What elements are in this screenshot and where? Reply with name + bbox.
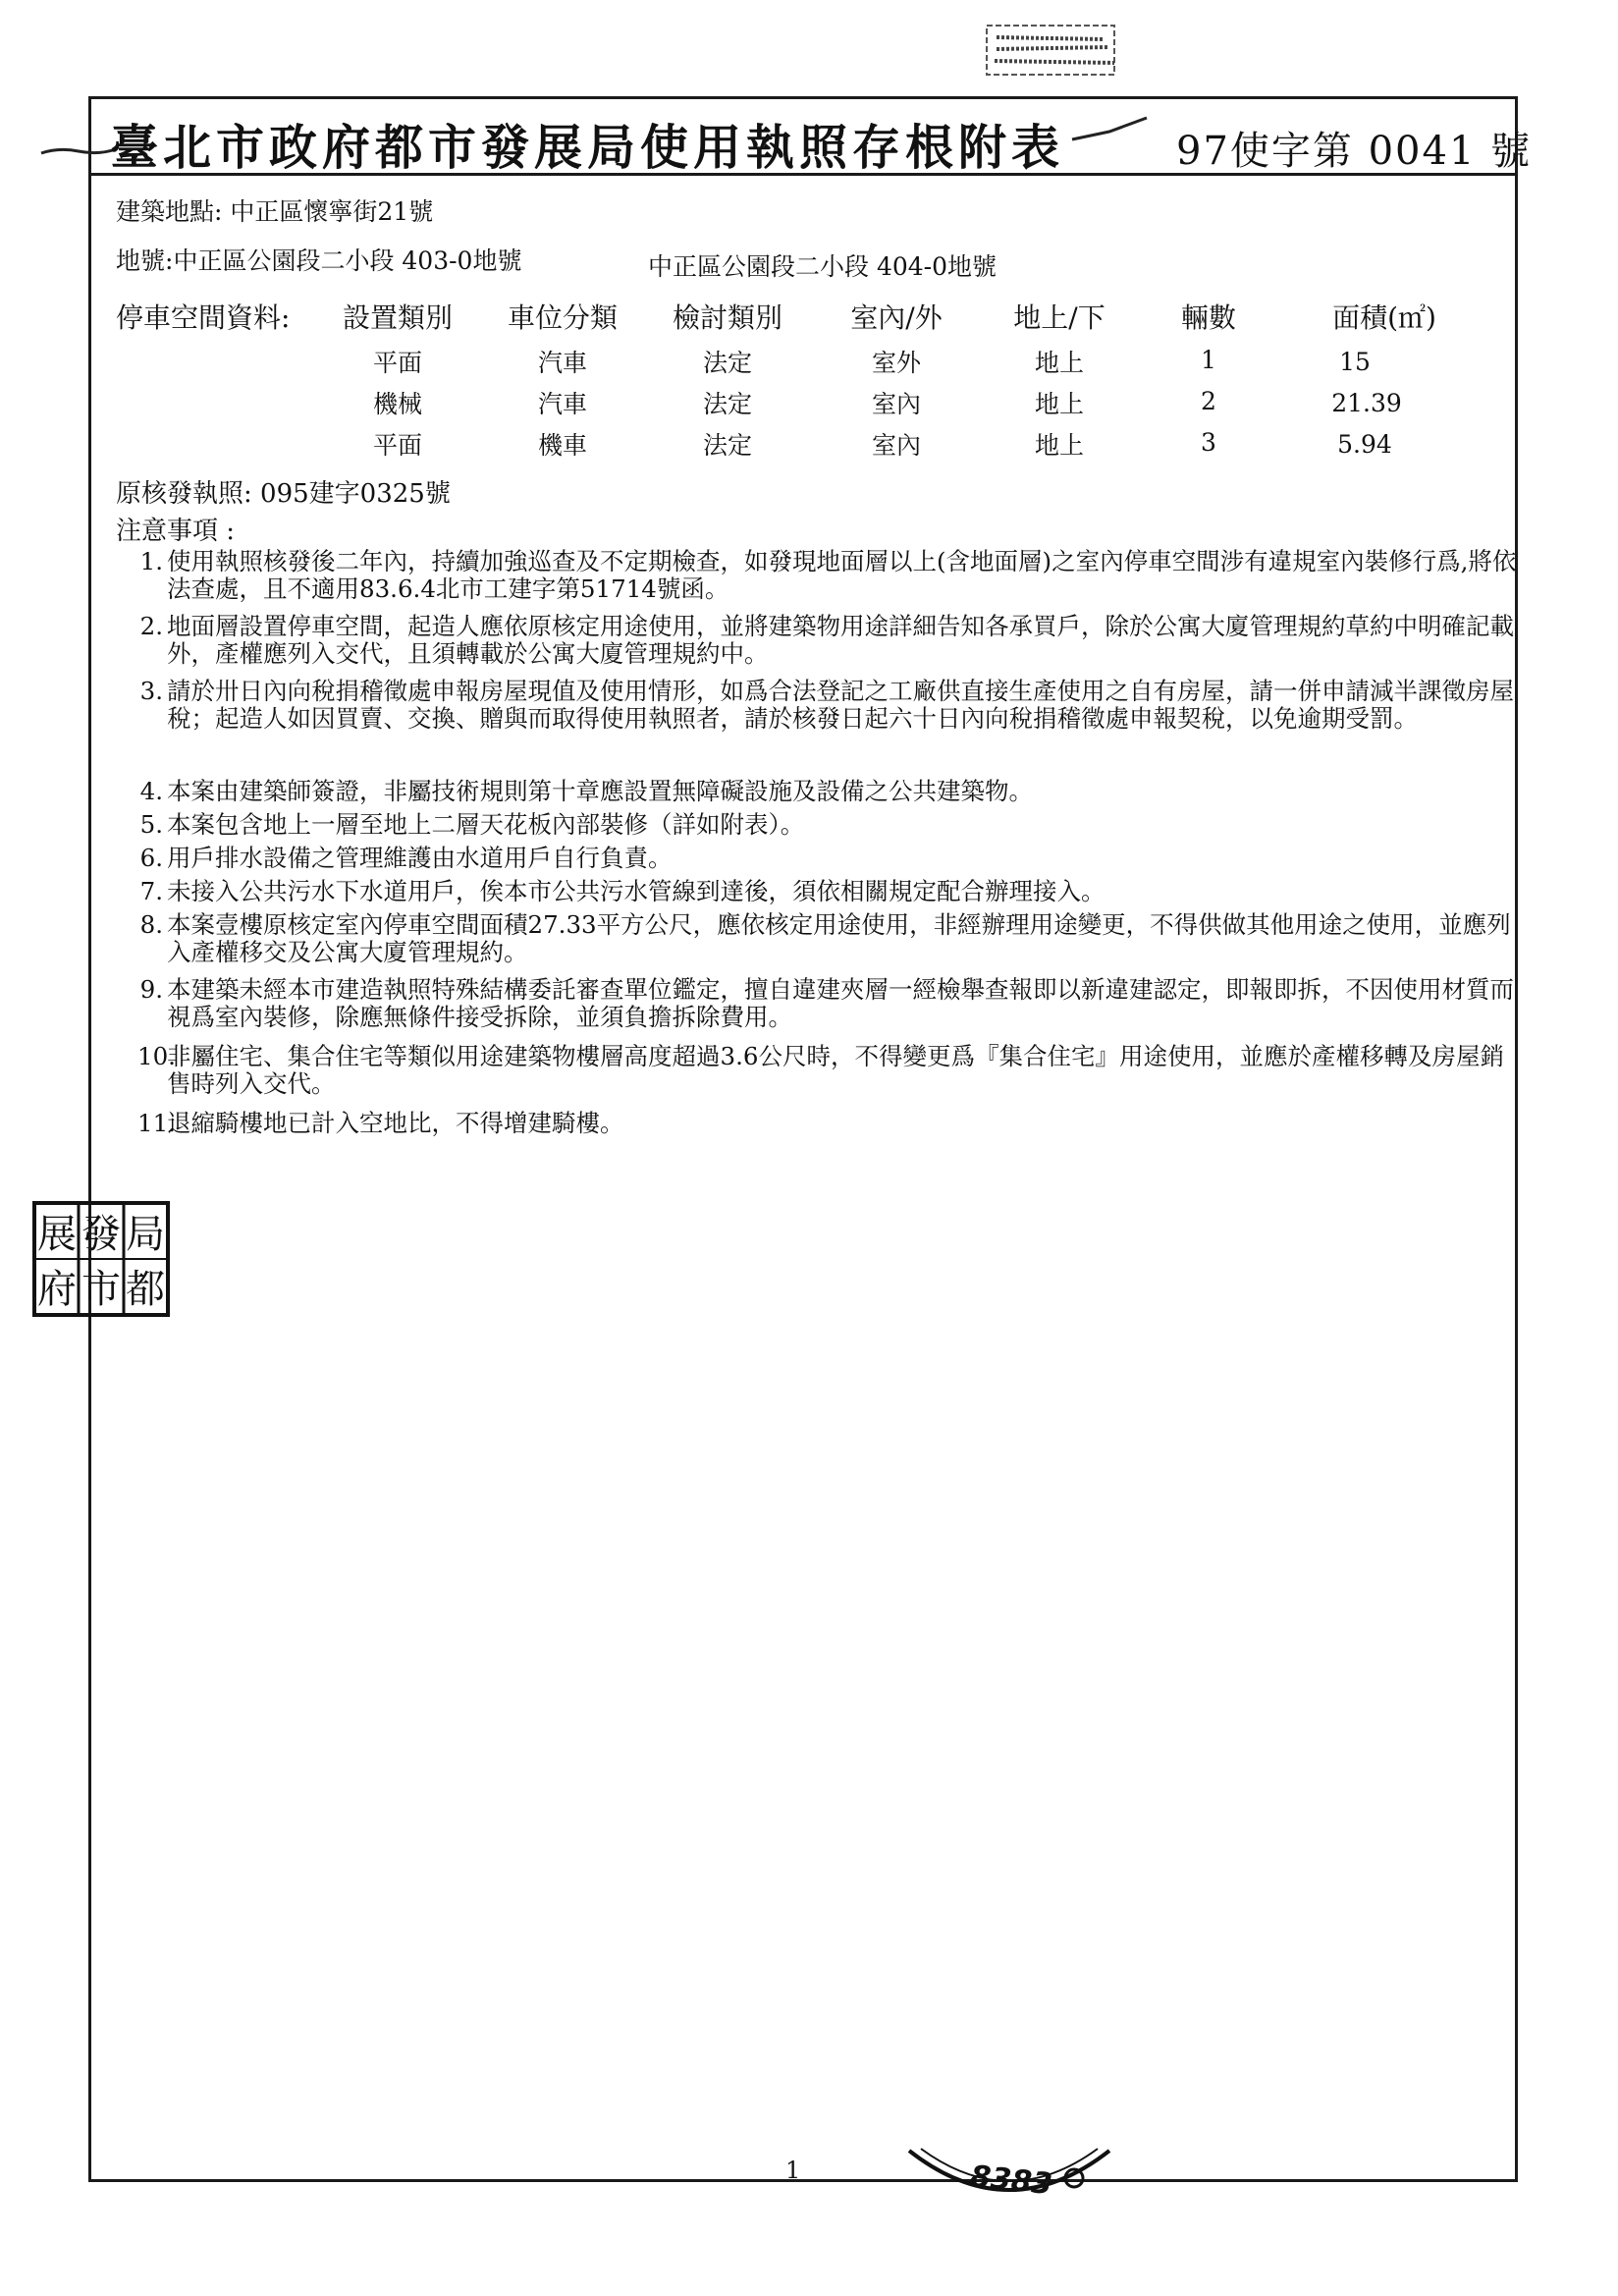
permit-number: 97使字第 0041 號 [1176,129,1533,174]
note-item [137,845,1522,872]
note-text: 用戶排水設備之管理維護由水道用戶自行負責。 [167,844,673,872]
note-item [137,1043,1522,1098]
original-permit-label: 原核發執照: [116,479,252,509]
table-cell: 15 [1339,348,1371,376]
table-cell: 2 [1201,387,1216,415]
note-item [137,613,1522,668]
note-number: 3. [139,677,163,705]
lot-row [116,242,521,277]
note-item [137,811,1522,839]
note-item [137,911,1522,966]
col-header-indoor: 室內/外 [850,301,943,334]
note-number: 2. [139,612,163,640]
note-number: 9. [139,975,163,1004]
table-cell: 汽車 [537,390,587,418]
official-seal-stamp [31,1200,171,1318]
col-header-review: 檢討類別 [672,301,782,334]
note-text: 請於卅日內向稅捐稽徵處申報房屋現值及使用情形，如爲合法登記之工廠供直接生產使用之自有房屋，請一併申請減半課徵房屋稅；起造人如因買賣、交換、贈與而取得使用執照者，請於核發日起六十日內向稅捐稽徵處申報契稅，以免逾期受罰。 [167,677,1514,733]
margin-scribble [39,137,118,167]
note-text: 本案由建築師簽證，非屬技術規則第十章應設置無障礙設施及設備之公共建築物。 [167,777,1033,805]
table-cell: 21.39 [1331,389,1402,417]
seal-glyph: 都 [126,1267,165,1312]
note-number: 11. [137,1109,176,1137]
serial-number-seal [901,2131,1117,2210]
note-number: 1. [139,547,163,575]
col-header-type: 設置類別 [342,301,453,334]
table-cell: 平面 [372,431,422,460]
note-number: 6. [139,844,163,872]
table-cell: 5.94 [1337,430,1392,459]
table-cell: 法定 [702,390,752,418]
col-header-vehicle: 車位分類 [507,301,618,334]
note-number: 10. [137,1042,176,1070]
note-text: 使用執照核發後二年內，持續加強巡查及不定期檢查，如發現地面層以上(含地面層)之室內停車空間涉有違規室內裝修行爲,將依法查處，且不適用83.6.4北市工建字第51714號函。 [167,547,1517,603]
location-row [116,192,433,228]
note-item [137,1110,1522,1137]
note-item [137,548,1522,603]
col-header-count: 輛數 [1180,301,1236,334]
table-cell: 汽車 [537,349,587,377]
note-item [137,976,1522,1031]
note-number: 7. [139,877,163,905]
col-header-level: 地上/下 [1013,301,1106,334]
note-number: 5. [139,810,163,839]
title-scribble [1070,110,1149,149]
location-label: 建築地點: [116,197,223,226]
seal-glyph: 展 [37,1212,77,1257]
note-text: 退縮騎樓地已計入空地比，不得增建騎樓。 [167,1109,624,1137]
note-text: 非屬住宅、集合住宅等類似用途建築物樓層高度超過3.6公尺時，不得變更爲『集合住宅』用途使用，並應於產權移轉及房屋銷售時列入交代。 [167,1042,1504,1098]
seal-glyph: 市 [81,1267,121,1312]
note-text: 未接入公共污水下水道用戶，俟本市公共污水管線到達後，須依相關規定配合辦理接入。 [167,877,1106,905]
table-cell: 機械 [372,390,422,418]
original-permit-value: 095建字0325號 [260,479,451,509]
table-cell: 室內 [871,431,921,460]
lot-value-2: 中正區公園段二小段 404-0地號 [648,252,998,281]
note-text: 本案壹樓原核定室內停車空間面積27.33平方公尺，應依核定用途使用，非經辦理用途變更，不得供做其他用途之使用，並應列入產權移交及公寓大廈管理規約。 [167,910,1511,966]
table-cell: 室外 [871,349,921,377]
note-text: 本案包含地上一層至地上二層天花板內部裝修（詳如附表）。 [167,810,805,839]
table-cell: 1 [1201,346,1216,374]
note-item [137,778,1522,805]
note-text: 本建築未經本市建造執照特殊結構委託審查單位鑑定，擅自違建夾層一經檢舉查報即以新違建認定，即報即拆，不因使用材質而視爲室內裝修，除應無條件接受拆除，並須負擔拆除費用。 [167,975,1514,1031]
note-text: 地面層設置停車空間，起造人應依原核定用途使用，並將建築物用途詳細告知各承買戶，除於公寓大廈管理規約草約中明確記載外，產權應列入交代，且須轉載於公寓大廈管理規約中。 [167,612,1514,668]
table-cell: 室內 [871,390,921,418]
top-stamp-smudge [967,18,1144,86]
note-number: 8. [139,910,163,939]
note-number: 4. [139,777,163,805]
seal-glyph: 發 [81,1212,121,1257]
table-cell: 法定 [702,431,752,460]
note-item [137,878,1522,905]
table-cell: 3 [1201,428,1216,457]
original-permit-row [116,473,451,510]
notes-heading: 注意事項 : [116,517,236,546]
seal-glyph: 局 [126,1212,165,1257]
document-frame [88,96,1518,2182]
note-item [137,678,1522,733]
table-cell: 地上 [1034,349,1084,377]
document-title: 臺北市政府都市發展局使用執照存根附表 [110,119,1065,176]
table-cell: 機車 [537,431,587,460]
table-cell: 地上 [1034,390,1084,418]
lot-value-1: 中正區公園段二小段 403-0地號 [173,246,522,275]
page-number: 1 [785,2157,801,2184]
serial-number: 8383 [968,2159,1054,2203]
col-header-area: 面積(㎡) [1332,301,1436,334]
table-cell: 平面 [372,349,422,377]
table-cell: 地上 [1034,431,1084,460]
seal-glyph: 府 [37,1267,77,1312]
lot-label: 地號: [116,246,174,275]
parking-section-label: 停車空間資料: [116,301,291,334]
location-value: 中正區懷寧街21號 [230,197,434,226]
table-cell: 法定 [702,349,752,377]
